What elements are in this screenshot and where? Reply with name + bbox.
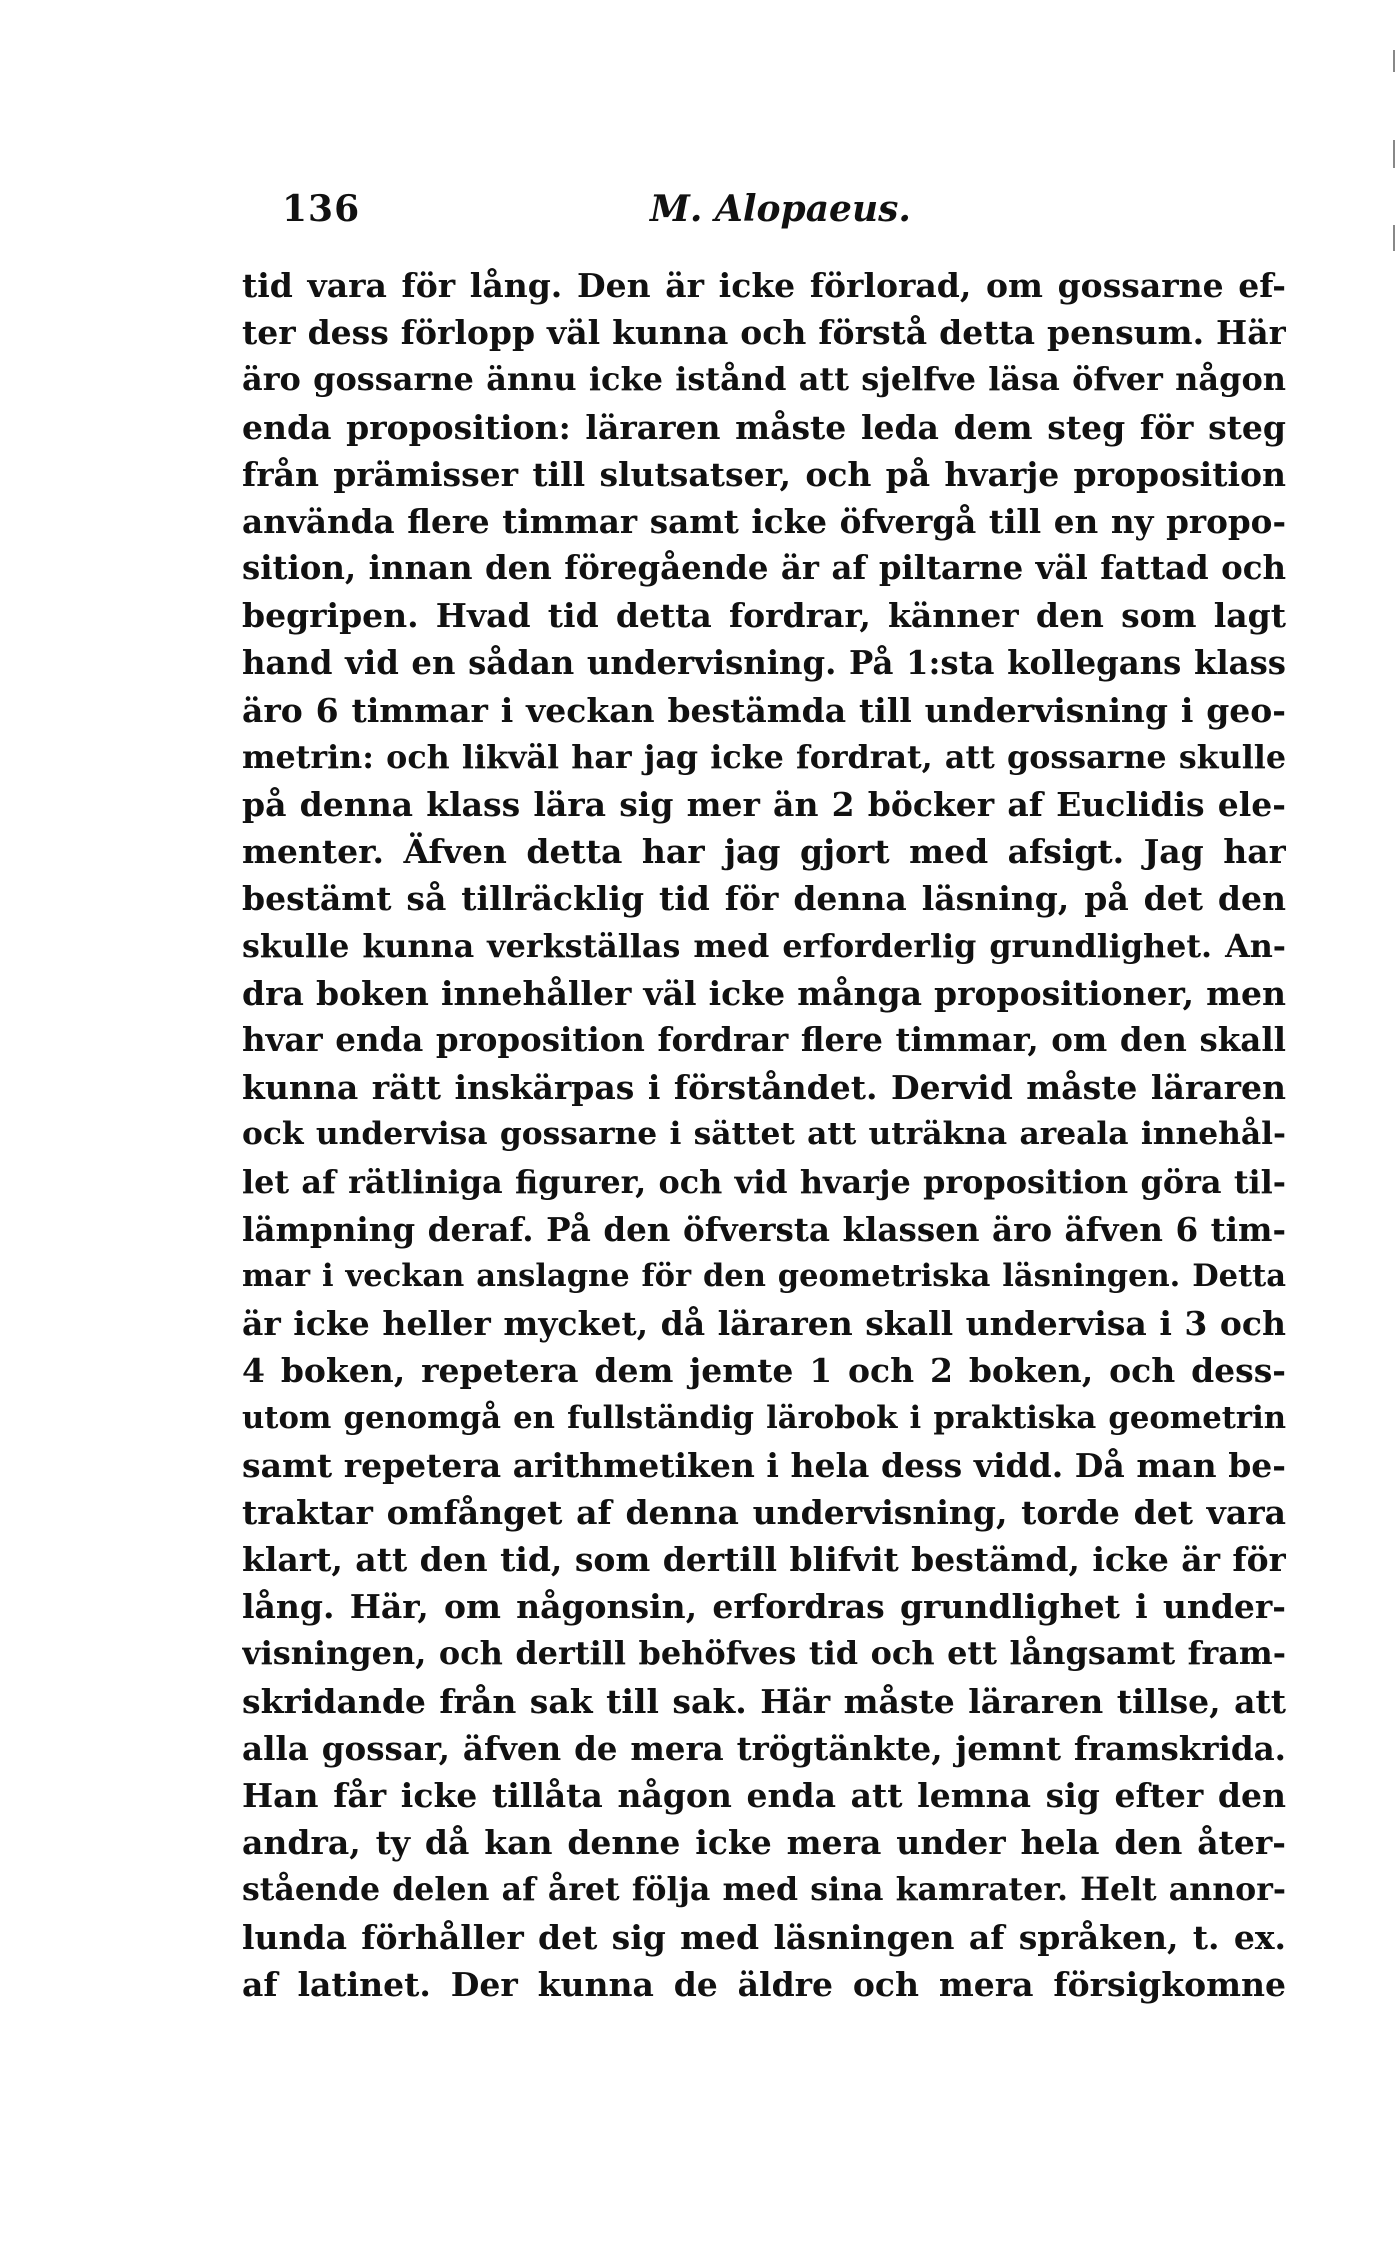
text-line: lämpning deraf. På den öfversta klassen äro äfven 6 tim-	[242, 1209, 1286, 1249]
text-line: lunda förhåller det sig med läsningen af språken, t. ex.	[242, 1917, 1286, 1957]
text-line: 4 boken, repetera dem jemte 1 och 2 boken, och dess-	[242, 1351, 1286, 1391]
text-line: ock undervisa gossarne i sättet att uträkna areala innehål-	[242, 1116, 1286, 1153]
text-line: traktar omfånget af denna undervisning, torde det vara	[242, 1492, 1286, 1532]
scan-edge-mark	[1393, 225, 1395, 251]
text-line: begripen. Hvad tid detta fordrar, känner den som lagt	[242, 596, 1286, 636]
text-line: dra boken innehåller väl icke många propositioner, men	[242, 973, 1286, 1013]
body-text	[242, 262, 1286, 2008]
text-line: skridande från sak till sak. Här måste läraren tillse, att	[242, 1681, 1286, 1721]
text-line: enda proposition: läraren måste leda dem steg för steg	[242, 407, 1286, 447]
text-line: lång. Här, om någonsin, erfordras grundlighet i under-	[242, 1587, 1286, 1627]
scan-edge-mark	[1393, 50, 1395, 72]
text-line: Han får icke tillåta någon enda att lemna sig efter den	[242, 1776, 1286, 1815]
text-line: andra, ty då kan denne icke mera under hela den åter-	[242, 1823, 1286, 1863]
text-line: ter dess förlopp väl kunna och förstå detta pensum. Här	[242, 313, 1286, 353]
text-line: let af rätliniga figurer, och vid hvarje proposition göra til-	[242, 1162, 1286, 1201]
text-line: skulle kunna verkställas med erforderlig grundlighet. An-	[242, 927, 1286, 965]
text-line: använda flere timmar samt icke öfvergå till en ny propo-	[242, 501, 1286, 541]
text-line: menter. Äfven detta har jag gjort med afsigt. Jag har	[242, 832, 1286, 872]
text-line: hand vid en sådan undervisning. På 1:sta kollegans klass	[242, 643, 1286, 682]
text-line: klart, att den tid, som dertill blifvit bestämd, icke är för	[242, 1540, 1286, 1580]
running-head	[282, 188, 1286, 240]
text-line: metrin: och likväl har jag icke fordrat, att gossarne skulle	[242, 738, 1286, 776]
text-line: äro 6 timmar i veckan bestämda till undervisning i geo-	[242, 690, 1286, 730]
text-line: bestämt så tillräcklig tid för denna läsning, på det den	[242, 879, 1286, 919]
text-line: sition, innan den föregående är af piltarne väl fattad och	[242, 549, 1286, 588]
text-line: hvar enda proposition fordrar flere timmar, om den skall	[242, 1021, 1286, 1059]
text-line: visningen, och dertill behöfves tid och ett långsamt fram-	[242, 1634, 1286, 1673]
text-line: kunna rätt inskärpas i förståndet. Dervid måste läraren	[242, 1068, 1286, 1108]
text-line: är icke heller mycket, då läraren skall undervisa i 3 och	[242, 1304, 1286, 1344]
scan-edge-mark	[1393, 140, 1395, 168]
text-line: alla gossar, äfven de mera trögtänkte, jemnt framskrida.	[242, 1728, 1286, 1768]
running-title: M. Alopaeus.	[650, 188, 911, 230]
text-line: utom genomgå en fullständig lärobok i praktiska geometrin	[242, 1399, 1286, 1436]
text-line: på denna klass lära sig mer än 2 böcker af Euclidis ele-	[242, 785, 1286, 825]
text-line: tid vara för lång. Den är icke förlorad, om gossarne ef-	[242, 266, 1286, 305]
text-line: från prämisser till slutsatser, och på hvarje proposition	[242, 454, 1286, 494]
text-line: af latinet. Der kunna de äldre och mera försigkomne	[242, 1964, 1286, 2004]
text-line: äro gossarne ännu icke istånd att sjelfve läsa öfver någon	[242, 360, 1286, 399]
page-number: 136	[282, 188, 361, 230]
text-line: stående delen af året följa med sina kamrater. Helt annor-	[242, 1871, 1286, 1909]
text-line: mar i veckan anslagne för den geometriska läsningen. Detta	[242, 1257, 1286, 1294]
text-line: samt repetera arithmetiken i hela dess vidd. Då man be-	[242, 1445, 1286, 1485]
